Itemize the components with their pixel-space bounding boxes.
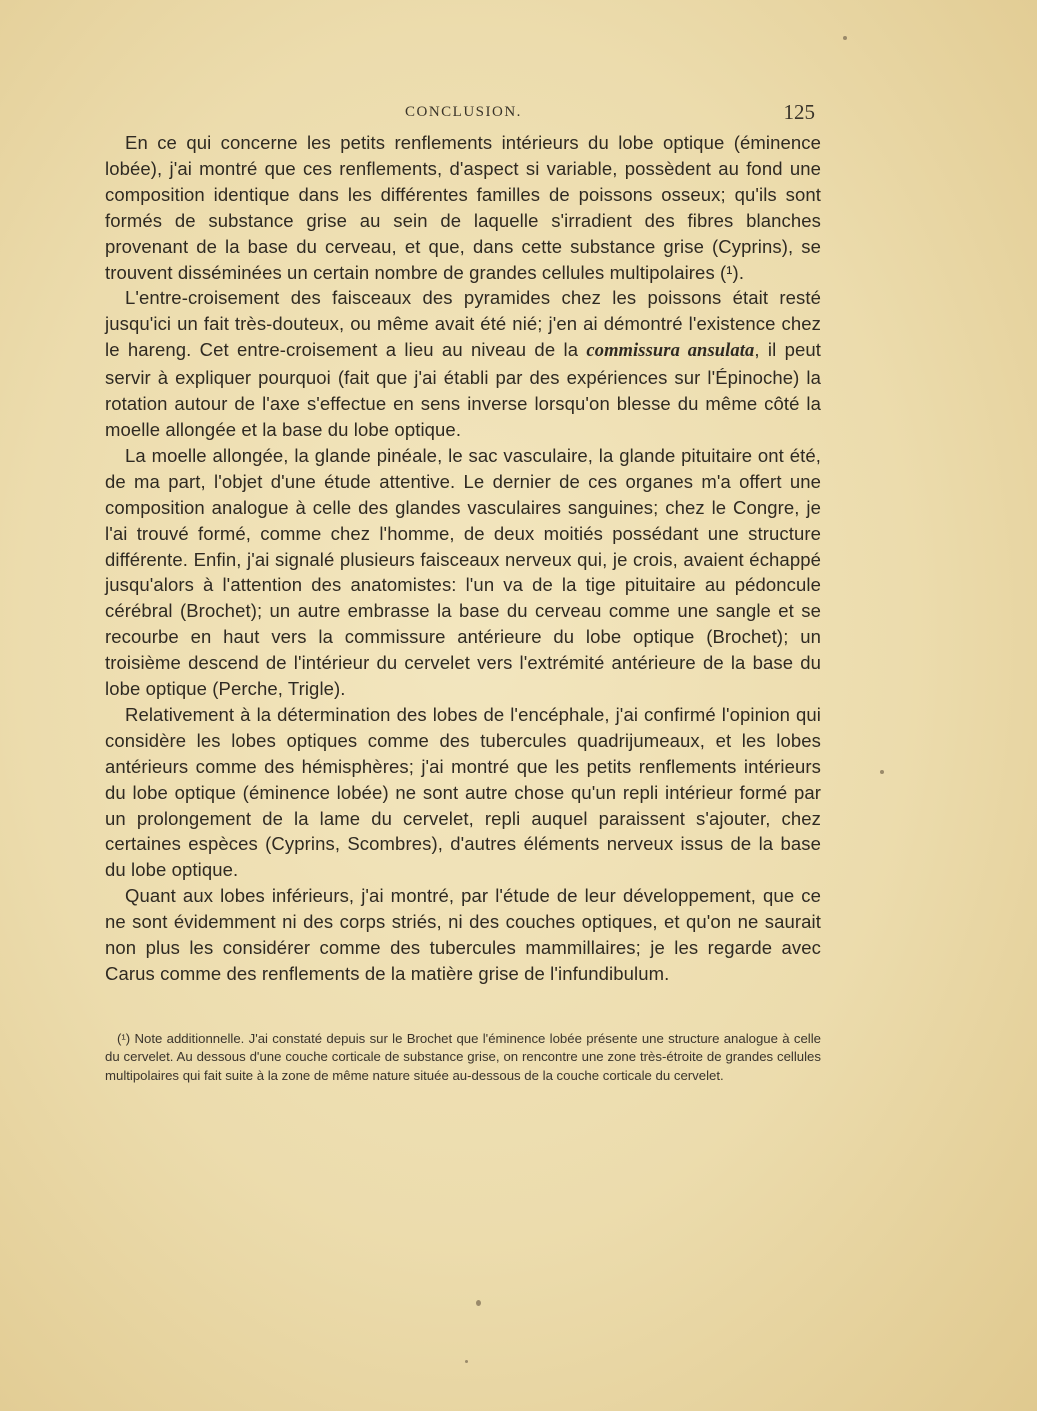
paragraph-entre-croisement: L'entre-croisement des faisceaux des pyramides chez les poissons était resté jusqu'ici un fait très-douteux, ou même avait été nié; j'en ai démontré l'existence chez le hareng. Cet entre-croisement a lieu au niveau de la commissura ansulata, il peut servir à expliquer pourquoi (fait que j'ai établi par des expériences sur l'Épinoche) la rotation autour de l'axe s'effectue en sens inverse lorsqu'on blesse du même côté la moelle allongée et la base du lobe optique. (105, 287, 821, 440)
paragraph-moelle-allongee: La moelle allongée, la glande pinéale, le sac vasculaire, la glande pituitaire ont été, de ma part, l'objet d'une étude attentive. Le dernier de ces organes m'a offert une composition analogue à celle des glandes vasculaires sanguines; chez le Congre, je l'ai trouvé formé, comme chez l'homme, de deux moitiés possédant une structure différente. Enfin, j'ai signalé plusieurs faisceaux nerveux qui, je crois, avaient échappé jusqu'alors à l'attention des anatomistes: l'un va de la tige pituitaire au pédoncule cérébral (Brochet); un autre embrasse la base du cerveau comme une sangle et se recourbe en haut vers la commissure antérieure du lobe optique (Brochet); un troisième descend de l'intérieur du cervelet vers l'extrémité antérieure de la base du lobe optique (Perche, Trigle). (105, 444, 821, 700)
paragraph-renflements: En ce qui concerne les petits renflements intérieurs du lobe optique (éminence lobée), j'ai montré que ces renflements, d'aspect si variable, possèdent au fond une composition identique dans les différentes familles de poissons osseux; qu'ils sont formés de substance grise au sein de laquelle s'irradient des fibres blanches provenant de la base du cerveau, et que, dans cette substance grise (Cyprins), se trouvent disséminées un certain nombre de grandes cellules multipolaires (¹). (105, 132, 821, 283)
paper-speck (880, 770, 884, 774)
paper-speck (476, 1300, 481, 1306)
paper-speck (843, 36, 847, 40)
paragraph-determination-lobes: Relativement à la détermination des lobes de l'encéphale, j'ai confirmé l'opinion qui considère les lobes optiques comme des tubercules quadrijumeaux, et les lobes antérieurs comme des hémisphères; j'ai montré que les petits renflements intérieurs du lobe optique (éminence lobée) ne sont autre chose qu'un repli intérieur formé par un prolongement de la lame du cervelet, repli auquel paraissent s'ajouter, chez certaines espèces (Cyprins, Scombres), d'autres éléments nerveux issus de la base du lobe optique. (105, 703, 821, 881)
latin-term: commissura ansulata (586, 341, 755, 362)
page-number: 125 (783, 100, 815, 124)
footnote: (¹) Note additionnelle. J'ai constaté depuis sur le Brochet que l'éminence lobée présente une structure analogue à celle du cervelet. Au dessous d'une couche corticale de substance grise, on rencontre une zone très-étroite de grandes cellules multipolaires qui fait suite à la zone de même nature située au-dessous de la couche corticale du cervelet. (105, 1031, 821, 1083)
paper-speck (465, 1360, 468, 1363)
running-head: CONCLUSION. (405, 104, 522, 120)
paragraph-lobes-inferieurs: Quant aux lobes inférieurs, j'ai montré, par l'étude de leur développement, que ce ne sont évidemment ni des corps striés, ni des couches optiques, et qu'on ne saurait non plus les considérer comme des tubercules mammillaires; je les regarde avec Carus comme des renflements de la matière grise de l'infundibulum. (105, 885, 821, 984)
body-text (105, 130, 821, 987)
